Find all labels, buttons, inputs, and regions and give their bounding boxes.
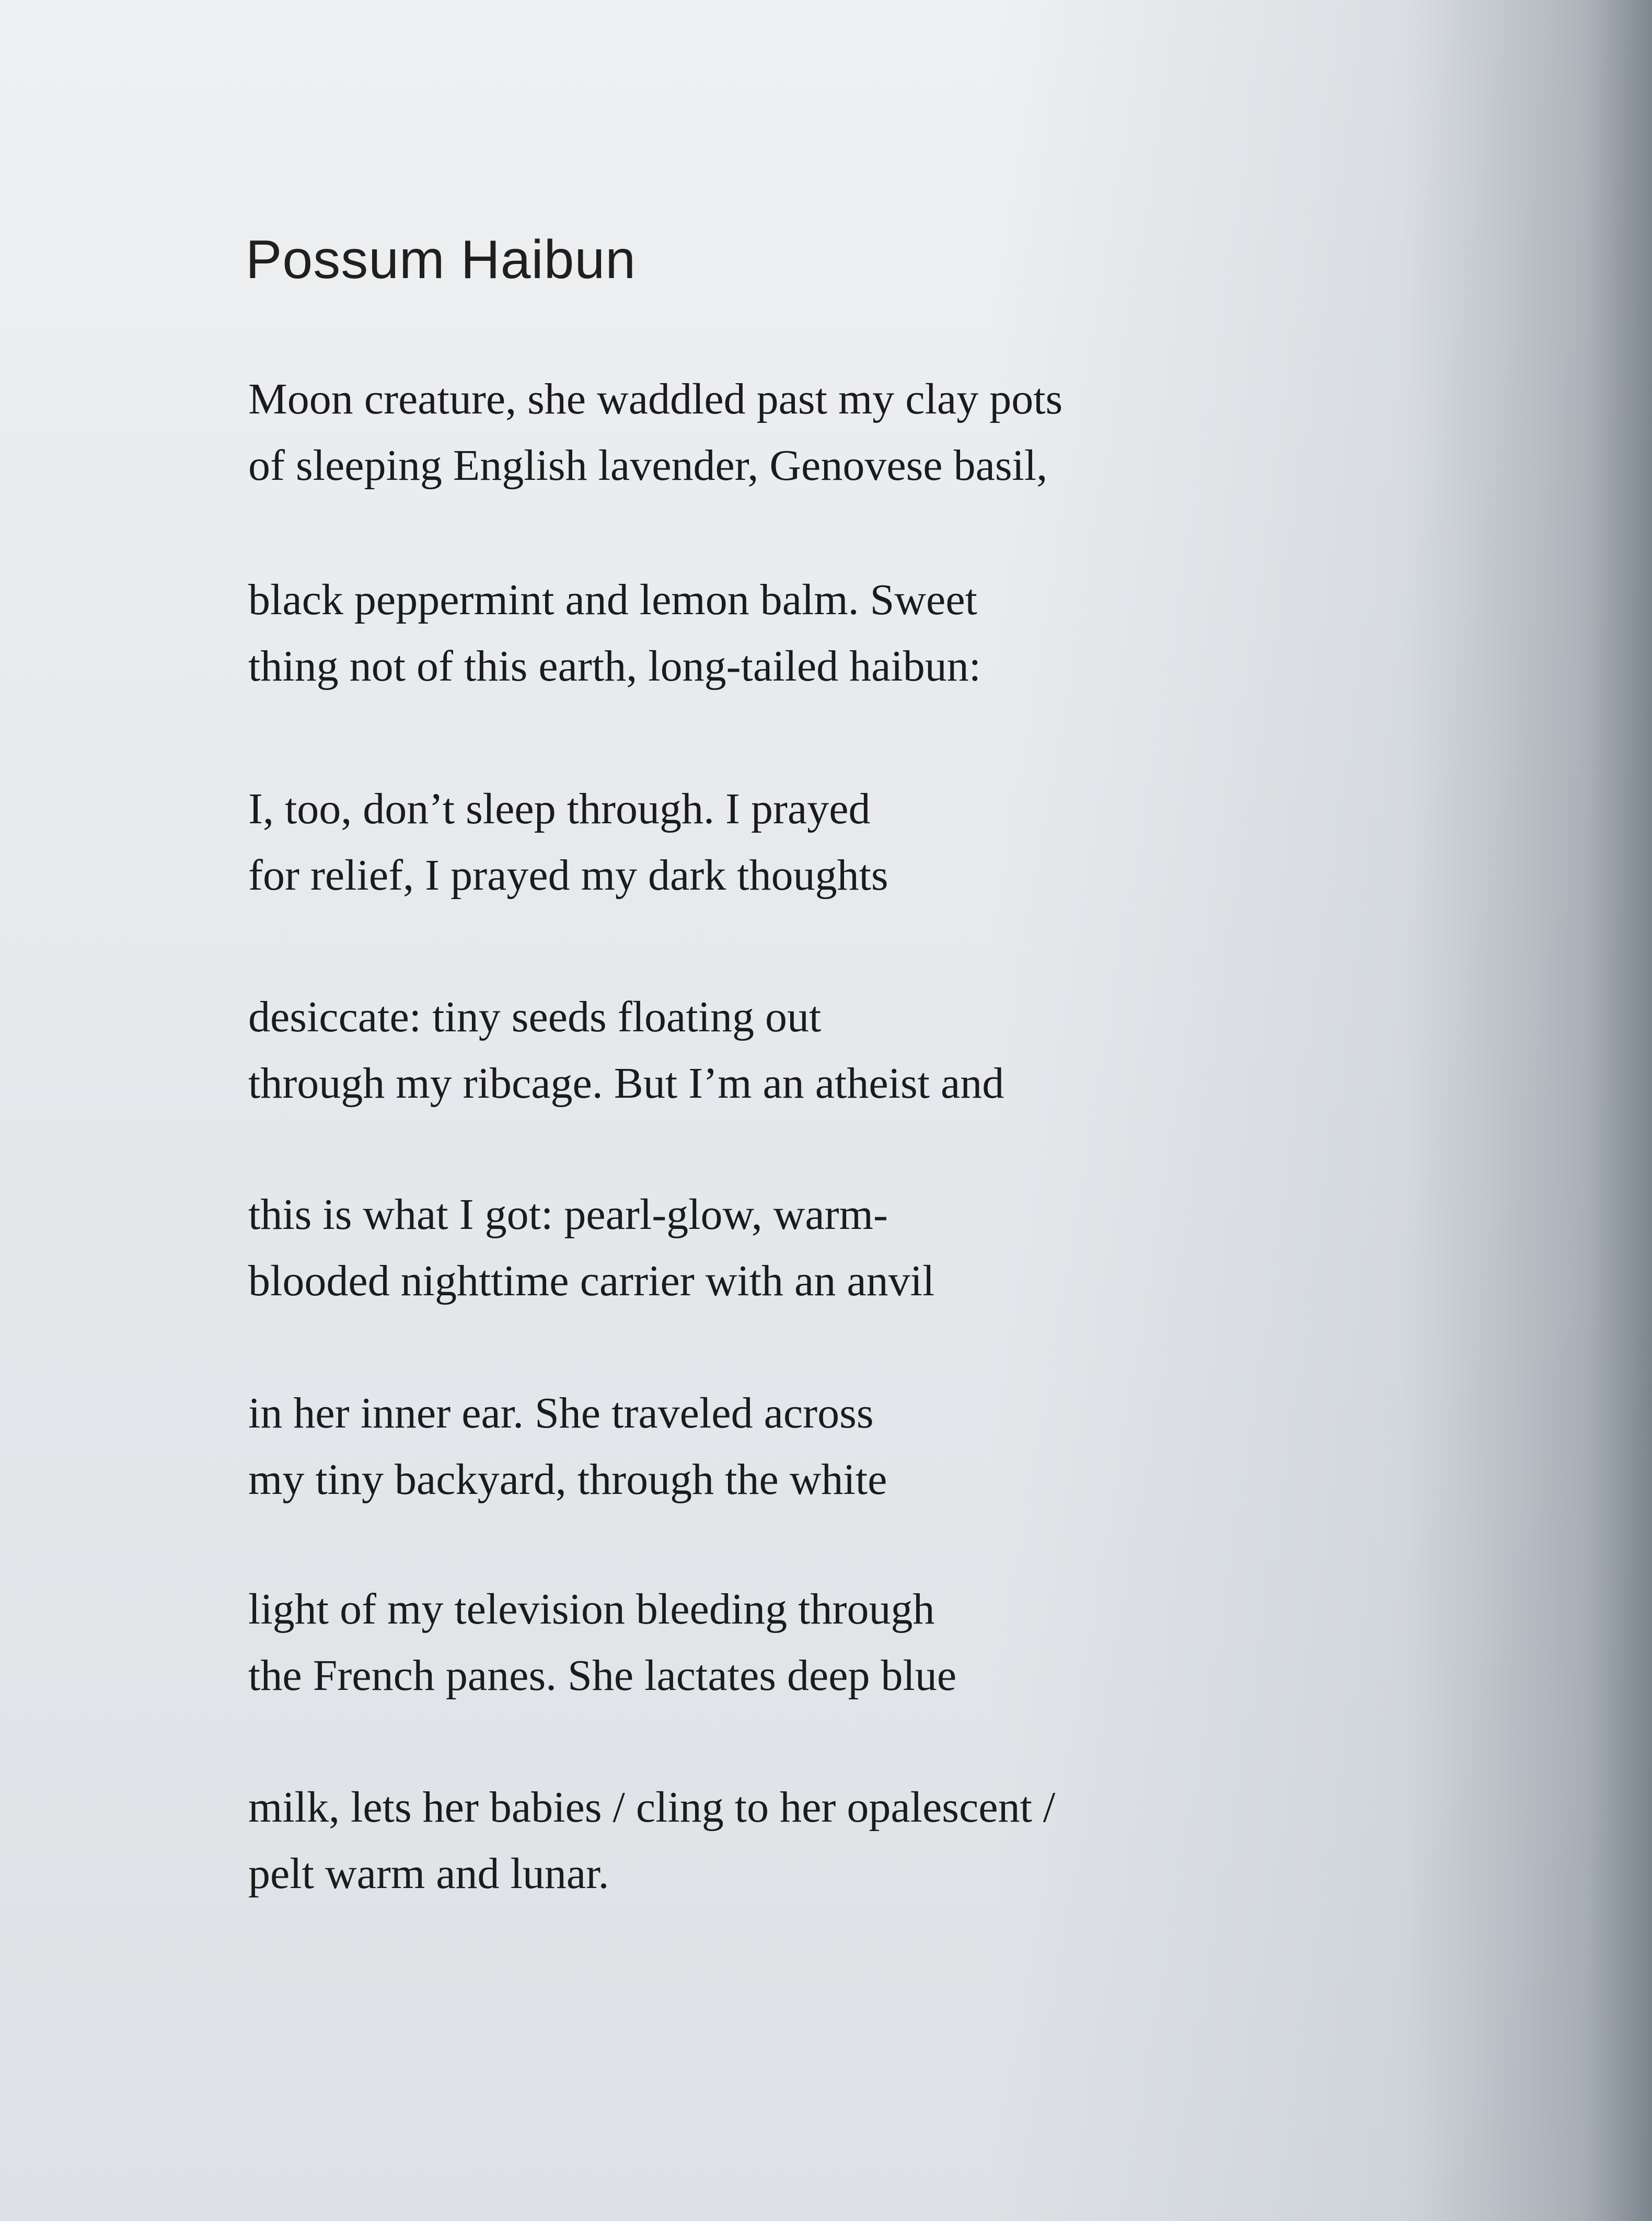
stanza-1 — [248, 366, 1241, 499]
stanza-7 — [248, 1576, 1241, 1709]
poem-line: of sleeping English lavender, Genovese basil, — [248, 441, 1048, 490]
poem-line: the French panes. She lactates deep blue — [248, 1651, 957, 1700]
stanza-3 — [248, 776, 1241, 908]
poem-line: I, too, don’t sleep through. I prayed — [248, 785, 871, 833]
stanza-8 — [248, 1774, 1241, 1907]
stanza-2 — [248, 567, 1241, 699]
poem-line: milk, lets her babies / cling to her opalescent / — [248, 1783, 1056, 1832]
poem-line: thing not of this earth, long-tailed haibun: — [248, 642, 981, 691]
poem-line: blooded nighttime carrier with an anvil — [248, 1257, 935, 1305]
poem-title: Possum Haibun — [246, 229, 637, 290]
poem-line: light of my television bleeding through — [248, 1585, 935, 1633]
poem-line: Moon creature, she waddled past my clay pots — [248, 375, 1063, 423]
poem-line: through my ribcage. But I’m an atheist and — [248, 1059, 1004, 1108]
poem-line: pelt warm and lunar. — [248, 1849, 609, 1898]
poem-line: my tiny backyard, through the white — [248, 1455, 887, 1504]
stanza-5 — [248, 1181, 1241, 1314]
poem-line: black peppermint and lemon balm. Sweet — [248, 576, 977, 624]
poem-line: in her inner ear. She traveled across — [248, 1389, 874, 1437]
poem-line: desiccate: tiny seeds floating out — [248, 993, 822, 1041]
stanza-4 — [248, 984, 1241, 1117]
poem-line: for relief, I prayed my dark thoughts — [248, 851, 888, 900]
stanza-6 — [248, 1380, 1241, 1513]
poem-line: this is what I got: pearl-glow, warm- — [248, 1190, 888, 1239]
